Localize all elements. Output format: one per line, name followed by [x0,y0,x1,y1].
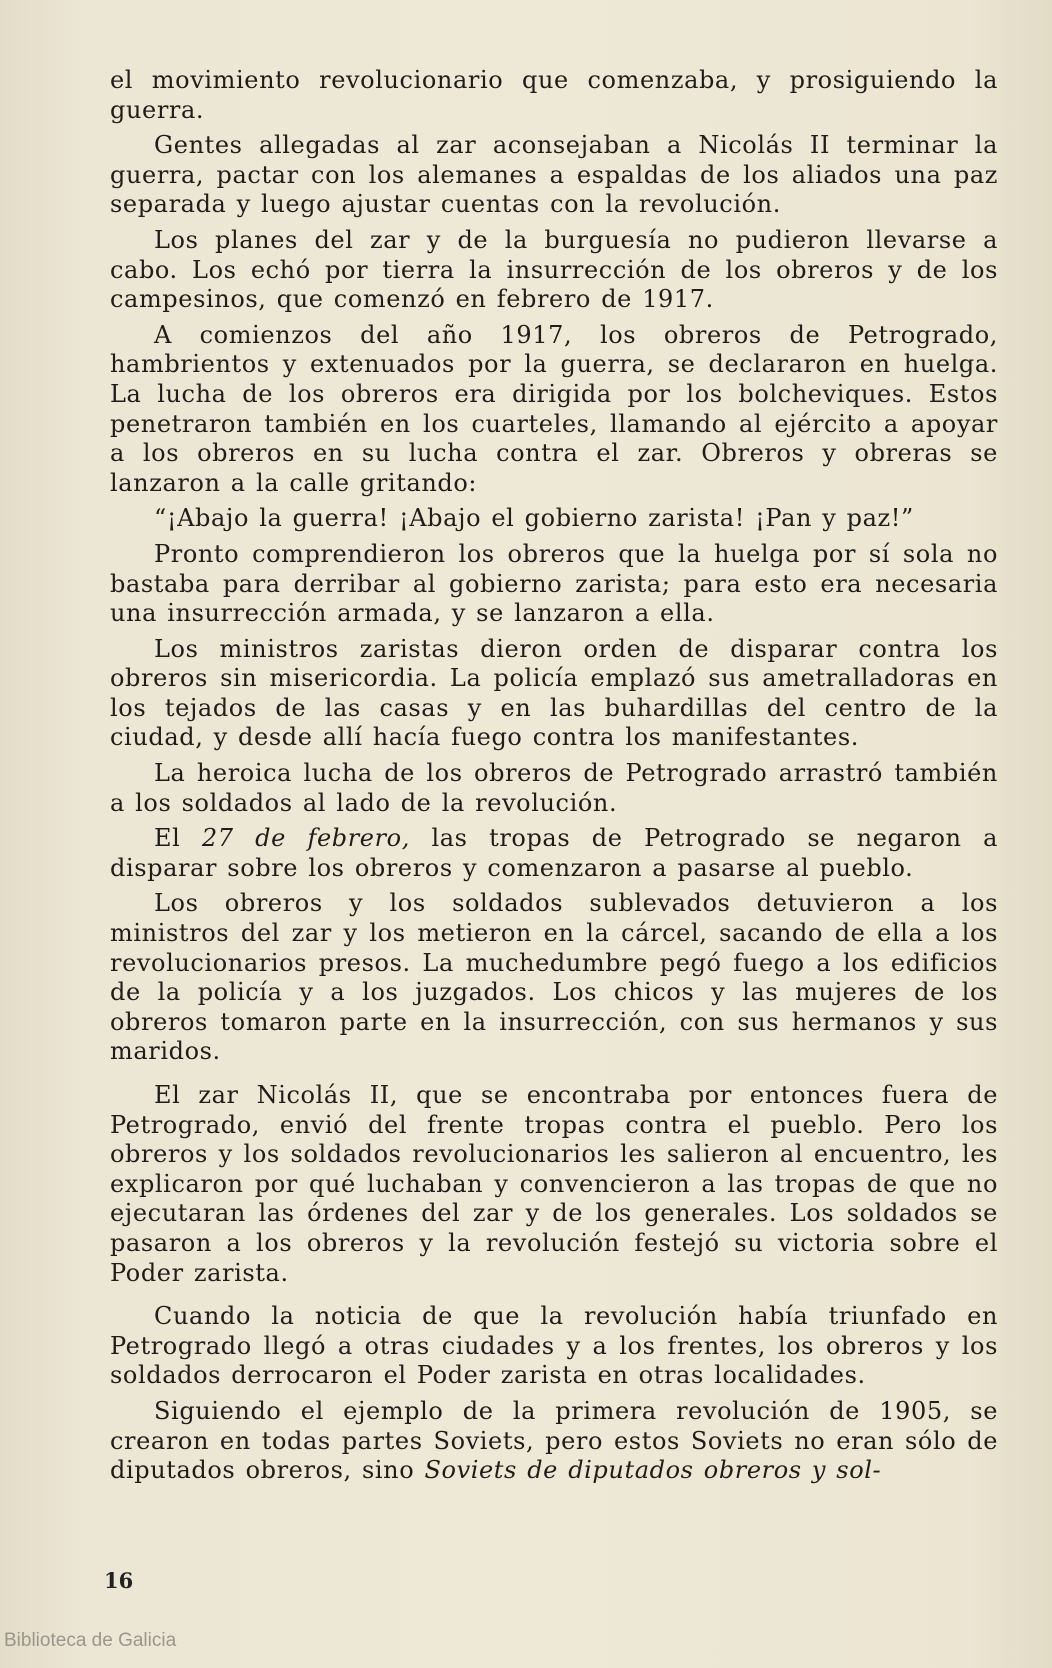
italic-text: Soviets de diputados obreros y sol- [424,1456,882,1485]
text-segment: Siguiendo el ejemplo de la primera revolución de 1905, se crearon en todas partes Soviets, pero estos Soviets no eran sólo de diputados obreros, sino [110,1396,998,1485]
text-segment: el movimiento revolucionario que comenzaba, y prosiguiendo la guerra. [110,66,998,124]
text-segment: A comienzos del año 1917, los obreros de Petrogrado, hambrientos y extenuados por la guerra, se declararon en huelga. La lucha de los obreros era dirigida por los bolcheviques. Estos penetraron también en los cuarteles, llamando al ejército a apoyar a los obreros en su lucha contra el zar. Obreros y obreras se lanzaron a la calle gritando: [110,320,998,497]
paragraph-p8 [110,759,998,818]
text-segment: El [154,824,202,853]
text-segment: las tropas de Petrogrado se negaron a disparar sobre los obreros y comenzaron a pasarse al pueblo. [110,824,998,882]
paragraph-p13 [110,1397,998,1486]
paragraph-p5 [110,504,998,534]
paragraph-p11 [110,1081,998,1288]
text-segment: Gentes allegadas al zar aconsejaban a Nicolás II terminar la guerra, pactar con los alemanes a espaldas de los aliados una paz separada y luego ajustar cuentas con la revolución. [110,131,998,219]
text-segment: Pronto comprendieron los obreros que la huelga por sí sola no bastaba para derribar al gobierno zarista; para esto era necesaria una insurrección armada, y se lanzaron a ella. [110,539,998,628]
paragraph-p10 [110,889,998,1067]
text-segment: Cuando la noticia de que la revolución había triunfado en Petrogrado llegó a otras ciudades y a los frentes, los obreros y los soldados derrocaron el Poder zarista en otras localidades. [110,1302,998,1390]
library-watermark: Biblioteca de Galicia [4,1630,177,1651]
paragraph-p2 [110,131,998,220]
text-segment: “¡Abajo la guerra! ¡Abajo el gobierno zarista! ¡Pan y paz!” [154,504,914,533]
body-text [110,66,998,1492]
text-segment: Los obreros y los soldados sublevados detuvieron a los ministros del zar y los metieron en la cárcel, sacando de ella a los revolucionarios presos. La muchedumbre pegó fuego a los edificios de la policía y a los juzgados. Los chicos y las mujeres de los obreros tomaron parte en la insurrección, con sus hermanos y sus maridos. [110,889,998,1066]
text-segment: El zar Nicolás II, que se encontraba por entonces fuera de Petrogrado, envió del frente tropas contra el pueblo. Pero los obreros y los soldados revolucionarios les salieron al encuentro, les explicaron por qué luchaban y convencieron a las tropas de que no ejecutaran las órdenes del zar y de los generales. Los soldados se pasaron a los obreros y la revolución festejó su victoria sobre el Poder zarista. [110,1081,998,1287]
page-number: 16 [104,1568,134,1593]
paragraph-p1 [110,66,998,125]
paragraph-p12 [110,1302,998,1391]
text-segment: Los planes del zar y de la burguesía no pudieron llevarse a cabo. Los echó por tierra la insurrección de los obreros y de los campesinos, que comenzó en febrero de 1917. [110,225,998,314]
text-segment: Los ministros zaristas dieron orden de disparar contra los obreros sin misericordia. La policía emplazó sus ametralladoras en los tejados de las casas y en las buhardillas del centro de la ciudad, y desde allí hacía fuego contra los manifestantes. [110,634,998,752]
text-segment: La heroica lucha de los obreros de Petrogrado arrastró también a los soldados al lado de la revolución. [110,759,998,817]
paragraph-p9 [110,824,998,883]
paragraph-p7 [110,635,998,753]
paragraph-p4 [110,321,998,499]
paragraph-p6 [110,540,998,629]
italic-text: 27 de febrero, [201,824,410,853]
paragraph-p3 [110,226,998,315]
